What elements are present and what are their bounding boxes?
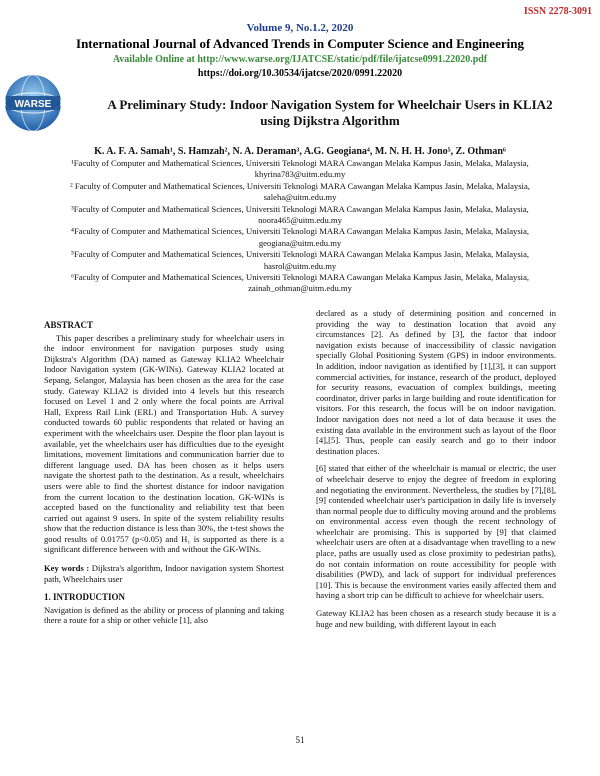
body-paragraph-2: [6] stated that either of the wheelchair is manual or electric, the user of wheelchair deserve to enjoy the degree of freedom in exploring and negotiating the environment. Nevertheless, the studies by [7],[8],[9] contended wheelchair user's participation in daily life is inversely than normal people due to difficulty moving around and the problems on environmental access even though the recent technology of wheelchair are promising. This is supported by [9] that claimed wheelchair users are often at a disadvantage when travelling to a new place, paths are usually used as close proximity to pedestrian paths), do not contain information on route accessibility for people with disabilities (PWD), and lack of support for individual preferences [10]. This is because the environment varies easily affected them and having a short trip can be difficult to achieve for wheelchair users. bbox=[316, 463, 556, 601]
body-paragraph-1: declared as a study of determining position and concerned in providing the way to destination location that avoid any circumstances [2]. As defined by [3], the factor that indoor navigation exists because of inaccessibility of classic navigation specially Global Positioning System (GPS) in indoor environments. In addition, indoor navigation as identified by [1],[3], it can support commercial activities, for instance, research of the product, deployed for security reasons, evacuation of complex buildings, meeting coordinator, driver parks in large building and route identification for visitors. For this research, the focus will be on indoor navigation. Indoor navigation does not need a lot of data because it uses the existing data available in the environment such as layout of the floor [4],[5]. Thus, people can easily search and go to their indoor destination places. bbox=[316, 308, 556, 456]
body-paragraph-3: Gateway KLIA2 has been chosen as a research study because it is a huge and new building, with different layout in each bbox=[316, 608, 556, 629]
doi-link[interactable]: https://doi.org/10.30534/ijatcse/2020/0991.22020 bbox=[197, 68, 403, 79]
title-line-1: A Preliminary Study: Indoor Navigation System for Wheelchair Users in KLIA2 bbox=[107, 97, 553, 112]
affiliation-2: ² Faculty of Computer and Mathematical Sciences, Universiti Teknologi MARA Cawangan Melaka Kampus Jasin, Melaka, Malaysia, saleha@uitm.edu.my bbox=[70, 180, 530, 203]
affiliations bbox=[60, 158, 540, 295]
introduction-text: Navigation is defined as the ability or process of planning and taking there a route for a ship or other vehicle [1], also bbox=[44, 604, 284, 626]
affiliation-3: ³Faculty of Computer and Mathematical Sciences, Universiti Teknologi MARA Cawangan Melaka Kampus Jasin, Melaka, Malaysia, noora465@uitm.edu.my bbox=[71, 203, 529, 226]
affiliation-4: ⁴Faculty of Computer and Mathematical Sciences, Universiti Teknologi MARA Cawangan Melaka Kampus Jasin, Melaka, Malaysia, geogiana@uitm.edu.my bbox=[70, 226, 530, 248]
journal-title: International Journal of Advanced Trends in Computer Science and Engineering bbox=[76, 36, 524, 51]
introduction-heading: 1. INTRODUCTION bbox=[44, 592, 126, 603]
abstract-heading: ABSTRACT bbox=[44, 320, 94, 330]
author-list: K. A. F. A. Samah¹, S. Hamzah², N. A. Deraman³, A.G. Geogiana⁴, M. N. H. H. Jono⁵, Z. Othman⁶ bbox=[94, 146, 506, 157]
title-line-2: using Dijkstra Algorithm bbox=[260, 113, 400, 128]
left-column bbox=[44, 320, 284, 633]
logo-text: WARSE bbox=[14, 99, 52, 110]
affiliation-1: ¹Faculty of Computer and Mathematical Sciences, Universiti Teknologi MARA Cawangan Melaka Kampus Jasin, Melaka, Malaysia, khyrina783@uitm.edu.my bbox=[71, 158, 529, 180]
abstract-text: This paper describes a preliminary study for wheelchair users in the indoor environment for navigation purposes study using Dijkstra's Algorithm (DA) named as Gateway KLIA2 Wheelchair Indoor Navigation system (GK-WINs). Gateway KLIA2 located at Sepang, Selangor, Malaysia has been chosen as the area for the case study. Gateway KLIA2 is divided into 4 levels but this research focused on Level 1 and 2 only where the focal points are Arrival Hall, Express Rail Link (ERL) and Transportation Hub. A survey conducted towards 60 public respondents that related or having an experiment with the wheelchairs user. Despite the floor plan layout is available, yet the wheelchairs user has difficulties due to the eyesight limitations, movement limitations and communication barrier due to different language used. DA has been chosen as it helps users navigate the shortest path to the destination. As a result, wheelchairs users were able to find the shortest distance for indoor navigation from the current location to the destination location. GK-WINs is accepted based on the functionality and reliability test that been carried out against 9 users. In spite of the system reliability results show that the reduction distance is less than 30%, the t-test shows the good results of 0.01757 (p<0.05) and H₁ is supported as there is a significant difference between with and without the GK-WINs. bbox=[44, 332, 284, 555]
right-column bbox=[316, 308, 556, 636]
keywords bbox=[44, 563, 284, 584]
page-number: 51 bbox=[295, 735, 305, 745]
affiliation-5: ⁵Faculty of Computer and Mathematical Sciences, Universiti Teknologi MARA Cawangan Melaka Kampus Jasin, Melaka, Malaysia, hasrol@uitm.edu.my bbox=[70, 249, 530, 271]
available-online-link[interactable]: Available Online at http://www.warse.org/IJATCSE/static/pdf/file/ijatcse0991.22020.pdf bbox=[112, 54, 488, 65]
issn-label: ISSN 2278-3091 bbox=[523, 6, 592, 17]
paper-title bbox=[60, 97, 600, 129]
keywords-label: Key words : bbox=[44, 563, 90, 574]
warse-logo bbox=[2, 72, 64, 134]
affiliation-6: ⁶Faculty of Computer and Mathematical Sciences, Universiti Teknologi MARA Cawangan Melaka Kampus Jasin, Melaka, Malaysia, zainab_othman@uitm.edu.my bbox=[70, 272, 530, 294]
keywords-text: Dijkstra's algorithm, Indoor navigation system Shortest path, Wheelchairs user bbox=[44, 563, 284, 584]
volume-label: Volume 9, No.1.2, 2020 bbox=[246, 22, 354, 34]
